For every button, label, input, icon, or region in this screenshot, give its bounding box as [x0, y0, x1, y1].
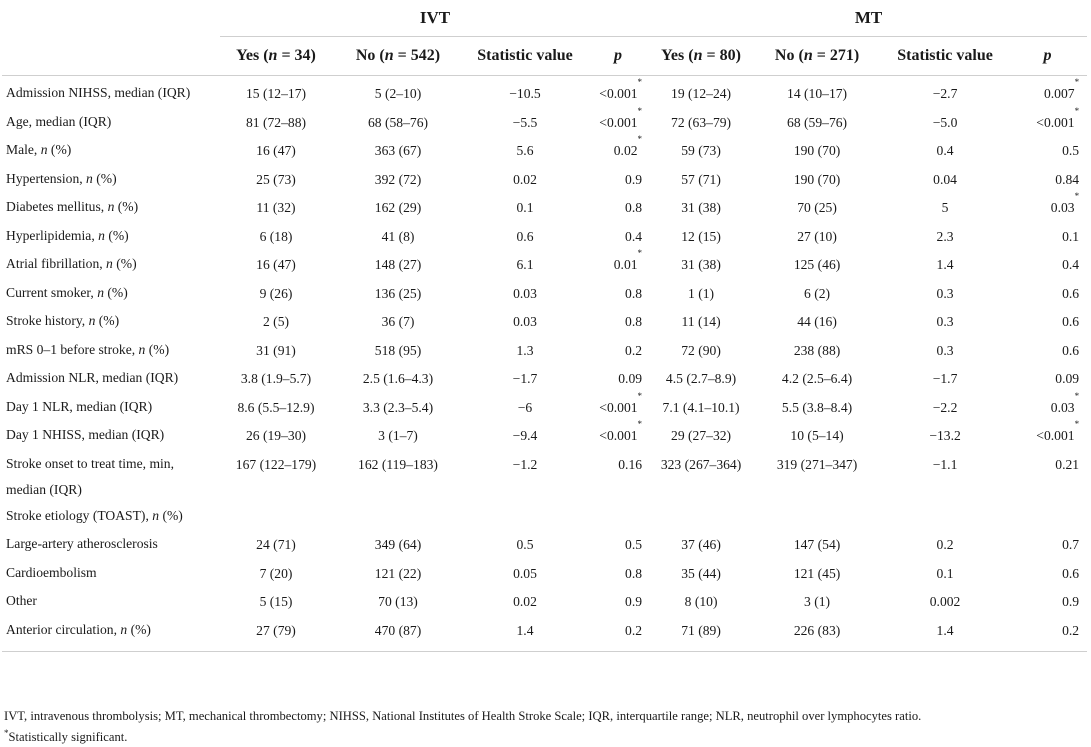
row-label: Other — [6, 593, 37, 608]
significance-star: * — [1074, 419, 1080, 429]
table-row — [2, 280, 1087, 309]
header-ivt-yes: Yes (n = 34) — [220, 37, 332, 76]
cell-ivt-no: 3.3 (2.3–5.4) — [362, 399, 434, 415]
header-ivt-p: p — [586, 37, 650, 76]
header-mt-stat: Statistic value — [882, 37, 1008, 76]
cell-ivt-no: 121 (22) — [374, 565, 422, 581]
row-label: Stroke onset to treat time, min, median (IQR) — [6, 455, 175, 497]
row-label: Diabetes mellitus, n (%) — [6, 199, 139, 214]
cell-mt-p: 0.5 — [1062, 143, 1080, 158]
cell-mt-no: 147 (54) — [793, 537, 841, 552]
cell-mt-no: 319 (271–347) — [776, 456, 858, 472]
cell-ivt-p: 0.4 — [625, 228, 643, 244]
cell-mt-p: 0.09 — [1055, 371, 1080, 386]
significance-star: * — [637, 134, 643, 144]
header-ivt-stat: Statistic value — [464, 37, 586, 76]
cell-mt-yes: 11 (14) — [681, 314, 721, 329]
cell-ivt-yes: 167 (122–179) — [235, 456, 317, 472]
cell-mt-yes — [650, 503, 752, 532]
cell-ivt-stat: −1.2 — [512, 456, 538, 472]
cell-mt-yes: 72 (63–79) — [671, 114, 732, 130]
cell-ivt-stat: 0.03 — [513, 285, 537, 301]
table-row — [2, 194, 1087, 223]
cell-mt-yes: 1 (1) — [688, 285, 715, 301]
cell-mt-no: 70 (25) — [797, 200, 837, 215]
row-label: Current smoker, n (%) — [6, 284, 128, 300]
cell-ivt-no: 70 (13) — [378, 594, 418, 609]
cell-ivt-no: 36 (7) — [381, 314, 415, 329]
table-row — [2, 251, 1087, 280]
cell-ivt-p: 0.8 — [625, 200, 643, 215]
cell-mt-yes: 12 (15) — [681, 228, 721, 244]
significance-star: * — [637, 248, 643, 258]
cell-ivt-p: 0.16 — [618, 456, 643, 472]
cell-mt-stat: 0.3 — [936, 285, 954, 301]
significance-star: * — [1074, 390, 1080, 401]
header-ivt-no: No (n = 542) — [332, 37, 464, 76]
cell-ivt-stat: 6.1 — [516, 257, 534, 272]
cell-ivt-stat: −10.5 — [509, 86, 541, 101]
cell-mt-stat: −5.0 — [932, 114, 958, 130]
cell-ivt-p: 0.5 — [625, 537, 643, 552]
data-table — [2, 0, 1087, 652]
cell-mt-no: 68 (59–76) — [787, 114, 848, 130]
cell-ivt-yes: 3.8 (1.9–5.7) — [240, 371, 312, 386]
cell-ivt-p: <0.001* — [599, 77, 643, 101]
cell-mt-p: 0.4 — [1062, 257, 1080, 272]
row-label: Age, median (IQR) — [6, 113, 112, 129]
cell-ivt-p: 0.2 — [586, 617, 650, 652]
cell-ivt-stat: 0.05 — [513, 565, 537, 581]
cell-ivt-no: 2.5 (1.6–4.3) — [362, 371, 434, 386]
cell-ivt-no: 349 (64) — [374, 537, 422, 552]
cell-mt-stat: 0.2 — [936, 537, 954, 552]
cell-mt-no: 226 (83) — [752, 617, 882, 652]
table-row — [2, 617, 1087, 652]
cell-ivt-yes: 25 (73) — [256, 171, 296, 187]
cell-ivt-p: <0.001* — [599, 105, 643, 130]
table-row — [2, 166, 1087, 195]
table-row — [2, 560, 1087, 589]
cell-mt-stat: −1.1 — [932, 456, 958, 472]
cell-ivt-stat: 1.3 — [516, 342, 534, 358]
table-footnote — [4, 708, 1089, 746]
cell-ivt-yes — [220, 503, 332, 532]
cell-mt-p: 0.1 — [1062, 228, 1080, 244]
cell-mt-yes: 19 (12–24) — [671, 86, 732, 101]
cell-mt-no: 121 (45) — [793, 565, 841, 581]
cell-mt-stat: 1.4 — [882, 617, 1008, 652]
cell-mt-yes: 35 (44) — [681, 565, 721, 581]
cell-ivt-no: 148 (27) — [374, 257, 422, 272]
significance-star: * — [1074, 77, 1080, 87]
cell-mt-stat: 0.002 — [929, 594, 961, 609]
cell-mt-no: 5.5 (3.8–8.4) — [781, 399, 853, 415]
cell-mt-stat: 1.4 — [936, 257, 954, 272]
cell-mt-p: 0.7 — [1062, 537, 1080, 552]
cell-ivt-stat: 0.5 — [516, 537, 534, 552]
cell-ivt-stat: −5.5 — [512, 114, 538, 130]
cell-ivt-no — [332, 503, 464, 532]
cell-ivt-yes: 11 (32) — [256, 200, 296, 215]
cell-mt-p: 0.84 — [1055, 171, 1080, 187]
cell-ivt-p: 0.9 — [625, 594, 643, 609]
cell-mt-yes: 323 (267–364) — [660, 456, 742, 472]
cell-ivt-yes: 5 (15) — [259, 594, 293, 609]
footnote-significance-text: Statistically significant. — [8, 730, 128, 745]
cell-mt-p: <0.001* — [1036, 105, 1080, 130]
cell-mt-yes: 7.1 (4.1–10.1) — [662, 399, 740, 415]
cell-ivt-no: 3 (1–7) — [378, 428, 418, 443]
cell-ivt-p: 0.9 — [625, 171, 643, 187]
cell-mt-p: 0.6 — [1062, 314, 1080, 329]
cell-ivt-no: 41 (8) — [381, 228, 415, 244]
cell-mt-p: 0.6 — [1062, 342, 1080, 358]
row-label: Admission NIHSS, median (IQR) — [6, 85, 191, 100]
table-row — [2, 137, 1087, 166]
row-label: Admission NLR, median (IQR) — [6, 370, 179, 385]
group-header-row — [2, 0, 1087, 37]
table-row — [2, 76, 1087, 109]
cell-mt-stat: 0.4 — [936, 143, 954, 158]
cell-mt-no: 238 (88) — [793, 342, 841, 358]
column-header-row — [2, 37, 1087, 76]
cell-mt-p: <0.001* — [1036, 419, 1080, 443]
cell-mt-p: 0.9 — [1062, 594, 1080, 609]
cell-mt-yes: 29 (27–32) — [671, 428, 732, 443]
cell-mt-stat: −13.2 — [929, 428, 961, 443]
cell-ivt-no: 68 (58–76) — [367, 114, 429, 130]
significance-star: * — [1074, 105, 1080, 116]
cell-mt-yes: 57 (71) — [681, 171, 721, 187]
cell-ivt-yes: 16 (47) — [256, 257, 296, 272]
cell-ivt-yes: 26 (19–30) — [245, 428, 307, 443]
row-label: Stroke history, n (%) — [6, 313, 120, 328]
row-label: Large-artery atherosclerosis — [6, 536, 158, 551]
cell-mt-no: 3 (1) — [804, 594, 831, 609]
cell-ivt-p: 0.02* — [613, 134, 643, 158]
footnote-star: * — [4, 728, 9, 738]
cell-mt-no: 6 (2) — [804, 285, 831, 301]
cell-ivt-no: 5 (2–10) — [374, 86, 422, 101]
cell-mt-yes: 4.5 (2.7–8.9) — [665, 371, 737, 386]
cell-ivt-yes: 7 (20) — [259, 565, 293, 581]
cell-mt-p: 0.2 — [1008, 617, 1087, 652]
cell-ivt-no: 518 (95) — [374, 342, 422, 358]
table-row — [2, 394, 1087, 423]
significance-star: * — [1074, 191, 1080, 201]
cell-mt-no: 125 (46) — [793, 257, 841, 272]
cell-ivt-yes: 2 (5) — [262, 314, 290, 329]
cell-ivt-p — [586, 503, 650, 532]
cell-ivt-stat — [464, 503, 586, 532]
header-mt-yes: Yes (n = 80) — [650, 37, 752, 76]
cell-ivt-stat: 0.02 — [513, 171, 537, 187]
table-row — [2, 308, 1087, 337]
cell-mt-yes: 31 (38) — [681, 257, 721, 272]
cell-mt-p — [1008, 503, 1087, 532]
cell-ivt-yes: 31 (91) — [256, 342, 296, 358]
cell-mt-stat: −1.7 — [932, 371, 958, 386]
cell-ivt-yes: 9 (26) — [259, 285, 293, 301]
row-label: Hyperlipidemia, n (%) — [6, 227, 129, 243]
table-row — [2, 337, 1087, 366]
table-row — [2, 365, 1087, 394]
cell-mt-stat: 0.04 — [933, 171, 957, 187]
cell-mt-no: 44 (16) — [797, 314, 837, 329]
cell-mt-no: 190 (70) — [793, 171, 841, 187]
cell-mt-yes: 8 (10) — [684, 594, 718, 609]
table-row — [2, 109, 1087, 138]
cell-ivt-yes: 15 (12–17) — [245, 86, 307, 101]
cell-mt-no — [752, 503, 882, 532]
table-row — [2, 503, 1087, 532]
row-label: Atrial fibrillation, n (%) — [6, 256, 137, 271]
row-label: Day 1 NHISS, median (IQR) — [6, 427, 165, 442]
header-mt-p: p — [1008, 37, 1087, 76]
cell-ivt-no: 162 (29) — [374, 200, 422, 215]
row-label: Anterior circulation, n (%) — [2, 617, 220, 652]
cell-mt-yes: 59 (73) — [681, 143, 721, 158]
cell-ivt-stat: 0.6 — [516, 228, 534, 244]
cell-ivt-no: 363 (67) — [374, 143, 422, 158]
footnote-abbreviations: IVT, intravenous thrombolysis; MT, mechanical thrombectomy; NIHSS, National Institutes of Health Stroke Scale; IQR, interquartile range; NLR, neutrophil over lymphocytes ratio. — [4, 709, 922, 723]
cell-ivt-stat: 0.03 — [513, 314, 537, 329]
cell-ivt-p: <0.001* — [599, 419, 643, 443]
cell-mt-yes: 72 (90) — [681, 342, 721, 358]
row-label: Day 1 NLR, median (IQR) — [6, 398, 153, 414]
group-mt: MT — [650, 0, 1087, 37]
cell-ivt-yes: 16 (47) — [256, 143, 296, 158]
cell-mt-no: 190 (70) — [793, 143, 841, 158]
cell-mt-p: 0.03* — [1050, 191, 1080, 215]
cell-mt-stat: −2.2 — [932, 399, 958, 415]
cell-mt-yes: 31 (38) — [681, 200, 721, 215]
row-label: Cardioembolism — [6, 564, 97, 580]
row-label: Male, n (%) — [6, 142, 72, 157]
cell-ivt-p: <0.001* — [599, 390, 643, 415]
cell-mt-stat — [882, 503, 1008, 532]
cell-mt-no: 10 (5–14) — [790, 428, 844, 443]
cell-ivt-no: 392 (72) — [374, 171, 422, 187]
table-body — [2, 76, 1087, 652]
cell-ivt-p: 0.01* — [613, 248, 643, 272]
cell-ivt-yes: 24 (71) — [256, 537, 296, 552]
cell-ivt-stat: −6 — [517, 399, 533, 415]
row-label: Stroke etiology (TOAST), n (%) — [6, 507, 183, 523]
cell-ivt-stat: 1.4 — [464, 617, 586, 652]
cell-mt-stat: 0.3 — [936, 342, 954, 358]
cell-mt-stat: 0.1 — [936, 565, 954, 581]
significance-star: * — [637, 419, 643, 429]
cell-mt-no: 14 (10–17) — [787, 86, 848, 101]
cell-ivt-stat: −9.4 — [512, 428, 538, 443]
table-row — [2, 451, 1087, 503]
table-row — [2, 588, 1087, 617]
cell-ivt-p: 0.8 — [625, 565, 643, 581]
cell-mt-stat: 2.3 — [936, 228, 954, 244]
cell-mt-no: 27 (10) — [797, 228, 837, 244]
cell-mt-stat: 5 — [941, 200, 949, 215]
table-row — [2, 531, 1087, 560]
cell-ivt-yes: 6 (18) — [259, 228, 293, 244]
cell-ivt-p: 0.2 — [625, 342, 643, 358]
cell-ivt-yes: 81 (72–88) — [245, 114, 307, 130]
cell-mt-yes: 37 (46) — [681, 537, 721, 552]
cell-mt-p: 0.6 — [1062, 565, 1080, 581]
table-row — [2, 422, 1087, 451]
cell-mt-yes: 71 (89) — [650, 617, 752, 652]
cell-mt-p: 0.03* — [1050, 390, 1080, 415]
cell-ivt-stat: 5.6 — [516, 143, 534, 158]
footnote-significance — [4, 725, 1089, 746]
header-blank — [2, 37, 220, 76]
cell-ivt-yes: 27 (79) — [220, 617, 332, 652]
cell-ivt-no: 470 (87) — [332, 617, 464, 652]
cell-ivt-p: 0.09 — [618, 371, 643, 386]
cell-mt-no: 4.2 (2.5–6.4) — [781, 371, 853, 386]
cell-ivt-stat: −1.7 — [512, 371, 538, 386]
cell-ivt-stat: 0.02 — [513, 594, 537, 609]
cell-mt-p: 0.21 — [1055, 456, 1080, 472]
cell-mt-p: 0.6 — [1062, 285, 1080, 301]
cell-mt-stat: 0.3 — [936, 314, 954, 329]
cell-ivt-no: 162 (119–183) — [358, 456, 438, 472]
row-label: Hypertension, n (%) — [6, 170, 117, 186]
cell-ivt-no: 136 (25) — [374, 285, 422, 301]
group-ivt: IVT — [220, 0, 650, 37]
row-label: mRS 0–1 before stroke, n (%) — [6, 341, 170, 357]
cell-mt-stat: −2.7 — [932, 86, 958, 101]
cell-ivt-p: 0.8 — [625, 314, 643, 329]
cell-ivt-p: 0.8 — [625, 285, 643, 301]
cell-mt-p: 0.007* — [1043, 77, 1080, 101]
cell-ivt-stat: 0.1 — [516, 200, 534, 215]
significance-star: * — [637, 390, 643, 401]
significance-star: * — [637, 105, 643, 116]
cell-ivt-yes: 8.6 (5.5–12.9) — [237, 399, 315, 415]
significance-star: * — [637, 77, 643, 87]
header-mt-no: No (n = 271) — [752, 37, 882, 76]
table-row — [2, 223, 1087, 252]
